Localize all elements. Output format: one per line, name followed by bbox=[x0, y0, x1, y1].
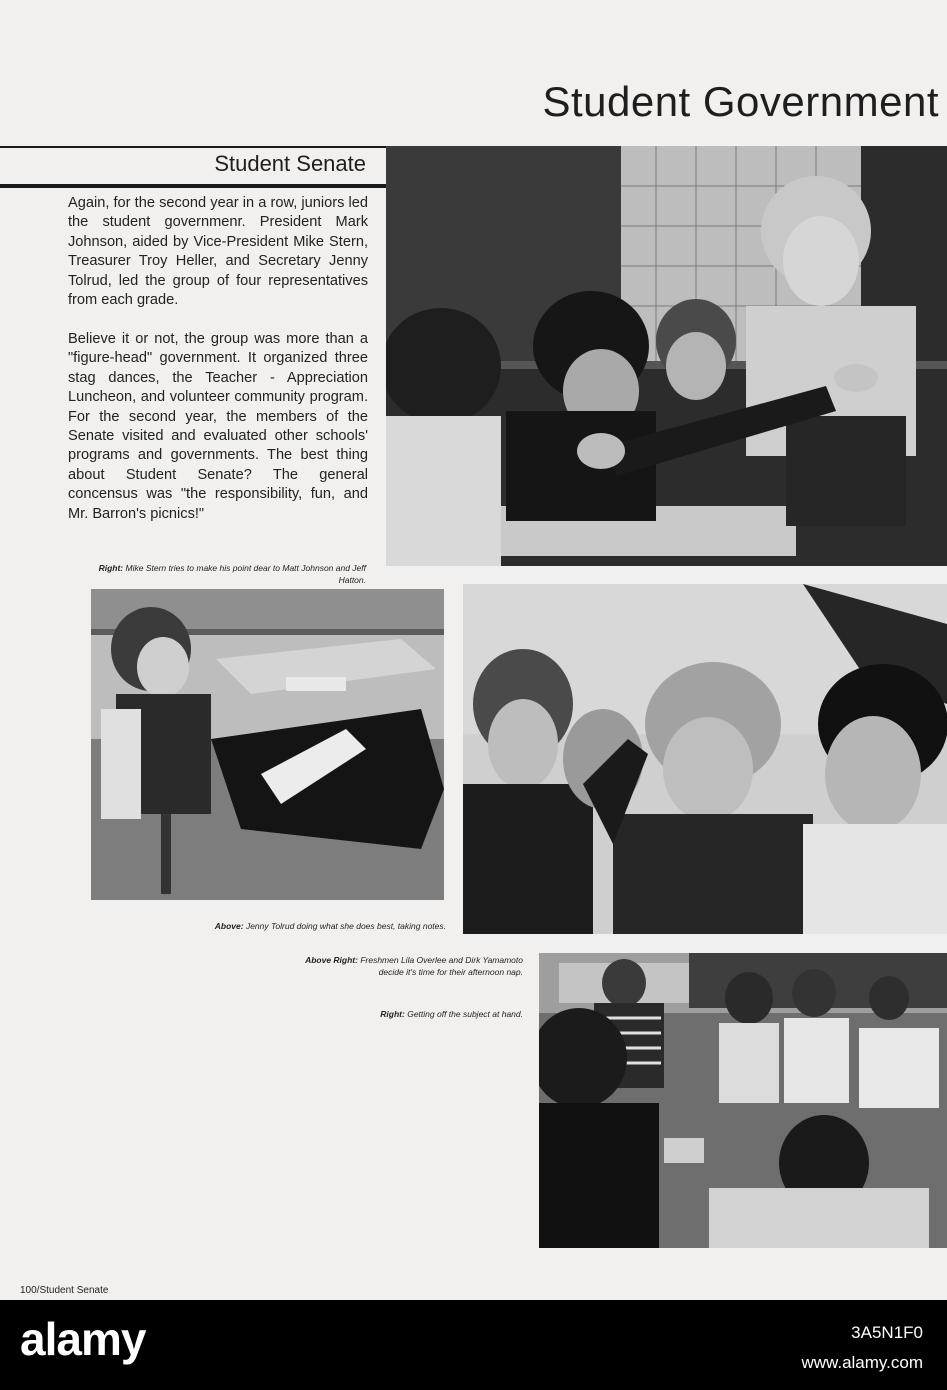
photo-students-debating-image bbox=[386, 146, 947, 566]
caption-text: Freshmen Lila Overlee and Dirk Yamamoto decide it's time for their afternoon nap. bbox=[360, 955, 523, 977]
caption-text: Mike Stern tries to make his point dear to Matt Johnson and Jeff Hatton. bbox=[125, 563, 366, 585]
photo-freshmen-napping-image bbox=[463, 584, 947, 934]
photo-girl-taking-notes bbox=[91, 589, 444, 900]
caption-label: Right: bbox=[98, 563, 124, 573]
title-rule-thin bbox=[0, 146, 386, 148]
stock-image-id-text: 3A5N1F0 bbox=[851, 1323, 923, 1342]
caption-text: Getting off the subject at hand. bbox=[407, 1009, 523, 1019]
page-title: Student Government bbox=[542, 78, 939, 125]
body-paragraph-2: Believe it or not, the group was more than a "figure-head" government. It organized three stag dances, the Teacher - Appreciation Luncheon, and volunteer community program. For the second year, the members of the Senate visited and evaluated other schools' programs and governments. The best thing about Student Senate? The general concensus was "the responsibility, fun, and Mr. Barron's picnics!" bbox=[68, 331, 368, 522]
photo-group-discussion bbox=[539, 953, 947, 1248]
caption-right bbox=[290, 1009, 523, 1021]
caption-label: Above: bbox=[214, 921, 244, 931]
photo-group-discussion-image bbox=[539, 953, 947, 1248]
stock-logo: alamy bbox=[20, 1313, 146, 1365]
caption-label: Above Right: bbox=[305, 955, 358, 965]
photo-freshmen-napping bbox=[463, 584, 947, 934]
section-title: Student Senate bbox=[214, 151, 366, 176]
caption-above bbox=[90, 921, 446, 933]
photo-girl-taking-notes-image bbox=[91, 589, 444, 900]
photo-students-debating bbox=[386, 146, 947, 566]
caption-text: Jenny Tolrud doing what she does best, taking notes. bbox=[245, 921, 446, 931]
title-rule-thick bbox=[0, 184, 386, 188]
page-folio: 100/Student Senate bbox=[20, 1285, 109, 1296]
stock-site-url: www.alamy.com bbox=[801, 1353, 923, 1372]
caption-label: Right: bbox=[380, 1009, 405, 1019]
caption-above-right bbox=[290, 955, 523, 978]
body-paragraph-1: Again, for the second year in a row, juniors led the student governmenr. President Mark Johnson, aided by Vice-President Mike Stern, Treasurer Troy Heller, and Secretary Jenny Tolrud, led the group of four representatives from each grade. bbox=[68, 195, 368, 309]
stock-image-id bbox=[801, 1318, 923, 1378]
caption-top-right bbox=[96, 563, 366, 586]
